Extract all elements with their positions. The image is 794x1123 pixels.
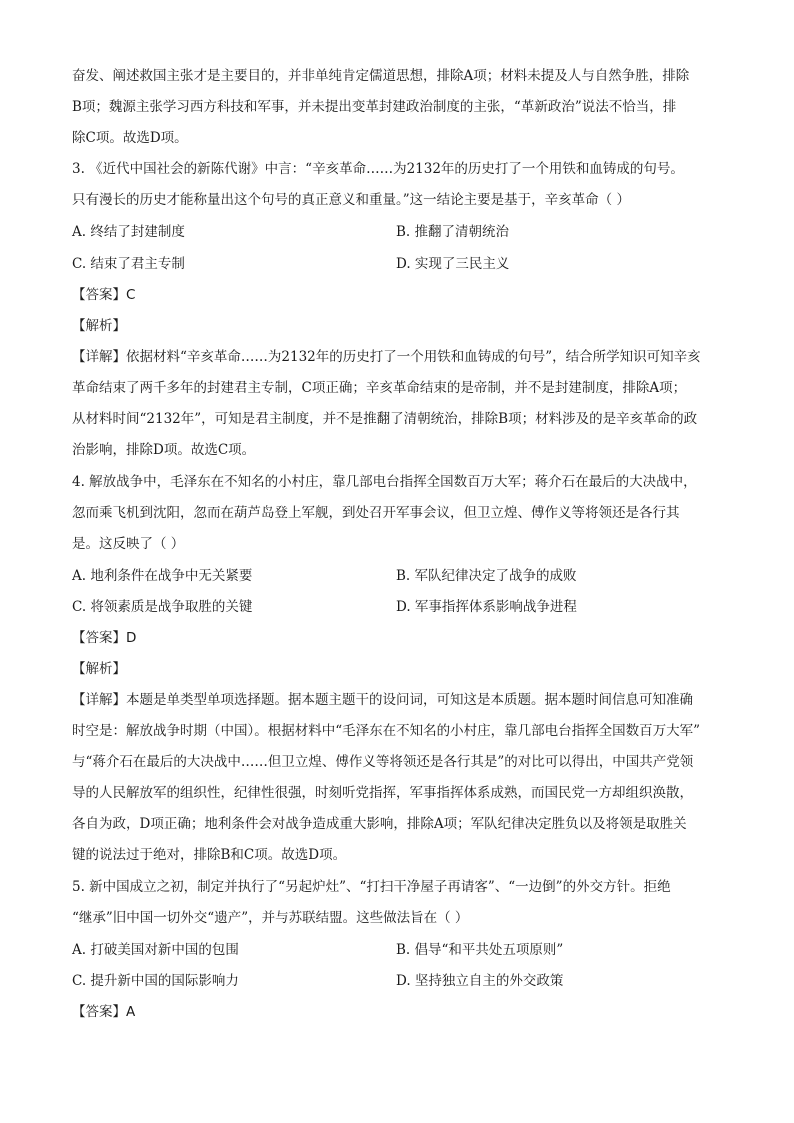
q3-detail: 【详解】依据材料“辛亥革命……为2132年的历史打了一个用铁和血铸成的句号”，结合所学知识可知辛亥 (72, 349, 701, 365)
question-4-stem: 忽而乘飞机到沈阳，忽而在葫芦岛登上军舰，到处召开军事会议，但卫立煌、傅作义等将领还是各行其 (72, 505, 680, 521)
text-line: 奋发、阐述救国主张才是主要目的，并非单纯肯定儒道思想，排除A项；材料未提及人与自然争胜，排除 (72, 68, 690, 84)
q4-answer: 【答案】D (72, 630, 137, 646)
q3-option-d: D. 实现了三民主义 (396, 256, 510, 272)
text-line: 除C项。故选D项。 (72, 130, 188, 146)
q5-option-c: C. 提升新中国的国际影响力 (72, 973, 239, 989)
text-line: B项；魏源主张学习西方科技和军事，并未提出变革封建政治制度的主张，“革新政治”说法不恰当，排 (72, 99, 677, 115)
question-5-stem: “继承”旧中国一切外交“遗产”，并与苏联结盟。这些做法旨在（ ） (72, 910, 469, 926)
q5-answer: 【答案】A (72, 1004, 136, 1020)
q4-detail: 导的人民解放军的组织性，纪律性很强，时刻听党指挥，军事指挥体系成熟，而国民党一方却组织涣散， (72, 785, 693, 801)
q4-option-c: C. 将领素质是战争取胜的关键 (72, 599, 253, 615)
q3-option-a: A. 终结了封建制度 (72, 224, 185, 240)
q3-answer: 【答案】C (72, 287, 136, 303)
q4-analysis-label: 【解析】 (72, 661, 126, 677)
q3-option-b: B. 推翻了清朝统治 (396, 224, 510, 240)
question-3-stem: 3. 《近代中国社会的新陈代谢》中言：“辛亥革命……为2132年的历史打了一个用铁和血铸成的句号。 (72, 161, 684, 177)
q4-detail: 【详解】本题是单类型单项选择题。据本题主题干的设问词，可知这是本质题。据本题时间信息可知准确 (72, 692, 693, 708)
q3-detail: 革命结束了两千多年的封建君主专制，C项正确；辛亥革命结束的是帝制，并不是封建制度，排除A项； (72, 380, 687, 396)
q4-detail: 键的说法过于绝对，排除B和C项。故选D项。 (72, 847, 347, 863)
question-3-stem: 只有漫长的历史才能称量出这个句号的真正意义和重量。”这一结论主要是基于，辛亥革命（ ） (72, 192, 630, 208)
q3-detail: 治影响，排除D项。故选C项。 (72, 442, 256, 458)
q5-option-b: B. 倡导“和平共处五项原则” (396, 942, 564, 958)
q4-detail: 时空是：解放战争时期（中国）。根据材料中“毛泽东在不知名的小村庄，靠几部电台指挥全国数百万大军” (72, 723, 701, 739)
q4-option-b: B. 军队纪律决定了战争的成败 (396, 568, 577, 584)
question-5-stem: 5. 新中国成立之初，制定并执行了“另起炉灶”、“打扫干净屋子再请客”、“一边倒”的外交方针。拒绝 (72, 879, 671, 895)
question-4-stem: 是。这反映了（ ） (72, 536, 185, 552)
q4-detail: 各自为政，D项正确；地利条件会对战争造成重大影响，排除A项；军队纪律决定胜负以及将领是取胜关 (72, 816, 687, 832)
q3-analysis-label: 【解析】 (72, 318, 126, 334)
q3-detail: 从材料时间“2132年”，可知是君主制度，并不是推翻了清朝统治，排除B项；材料涉及的是辛亥革命的政 (72, 411, 698, 427)
q4-option-a: A. 地利条件在战争中无关紧要 (72, 568, 253, 584)
question-4-stem: 4. 解放战争中，毛泽东在不知名的小村庄，靠几部电台指挥全国数百万大军；蒋介石在最后的大决战中， (72, 474, 697, 490)
q5-option-a: A. 打破美国对新中国的包围 (72, 942, 239, 958)
q4-detail: 与“蒋介石在最后的大决战中……但卫立煌、傅作义等将领还是各行其是”的对比可以得出，中国共产党领 (72, 754, 694, 770)
q5-option-d: D. 坚持独立自主的外交政策 (396, 973, 564, 989)
q3-option-c: C. 结束了君主专制 (72, 256, 185, 272)
q4-option-d: D. 军事指挥体系影响战争进程 (396, 599, 577, 615)
